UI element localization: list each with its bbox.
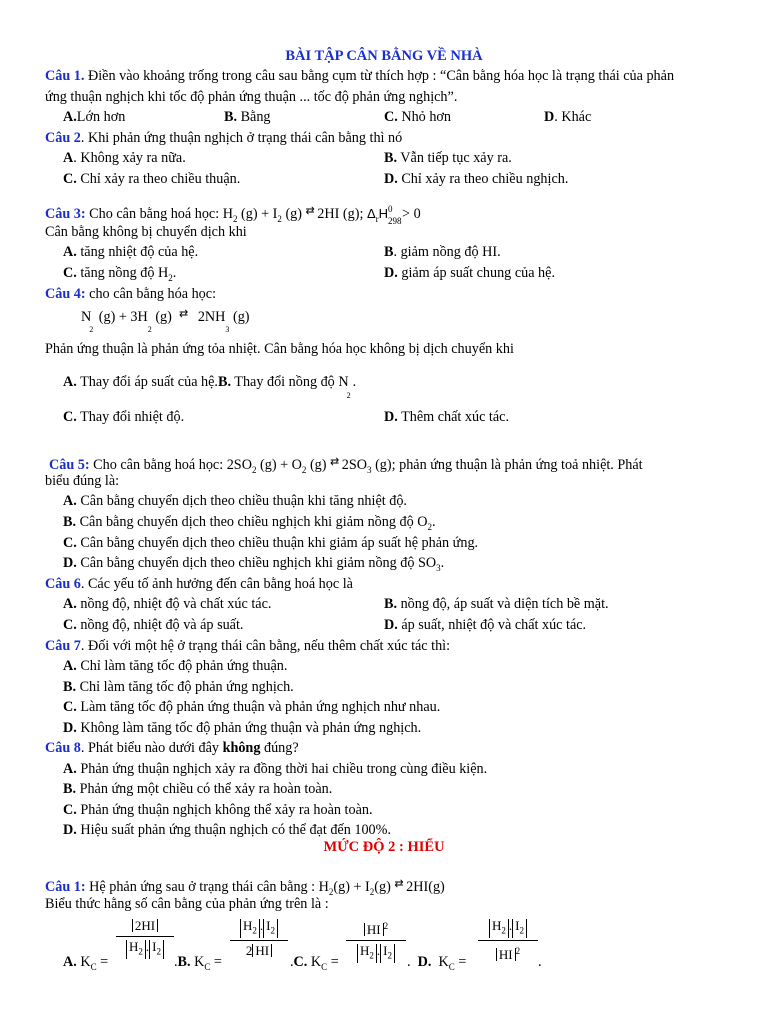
equilibrium-arrow-icon: ⇄ <box>305 205 314 217</box>
q7-option-d[interactable]: D. Không làm tăng tốc độ phản ứng thuận và phản ứng nghịch. <box>63 720 422 736</box>
q8-option-d[interactable]: D. Hiệu suất phản ứng thuận nghịch có thể đạt đến 100%. <box>63 822 392 838</box>
q1-stem-2: ứng thuận nghịch khi tốc độ phản ứng thuận ... tốc độ phản ứng nghịch”. <box>45 89 458 105</box>
q4-option-d[interactable]: D. Thêm chất xúc tác. <box>384 409 510 425</box>
page-title: BÀI TẬP CÂN BẰNG VỀ NHÀ <box>285 48 483 64</box>
l2q1-option-d-label[interactable]: . D. $K_C$ = <box>407 954 467 972</box>
q2-option-d[interactable]: D. Chỉ xảy ra theo chiều nghịch. <box>384 171 569 187</box>
q3-option-d[interactable]: D. giảm áp suất chung của hệ. <box>384 265 555 281</box>
l2q1-option-c-fraction: HI $^2$ $H_2$ . $I_2$ <box>346 918 406 963</box>
l2q1-option-a-fraction: 2HI $H_2$ . $I_2$ <box>116 918 174 959</box>
l2q1-option-b-label[interactable]: .B. $K_C$ = <box>174 954 222 972</box>
equilibrium-arrow-icon: ⇄ <box>394 878 403 890</box>
q2-option-c[interactable]: C. Chỉ xảy ra theo chiều thuận. <box>63 171 241 187</box>
q5-stem: Câu 5: Cho cân bằng hoá học: $2SO_2$ $(g) + O_2$ (g) ⇄ $2SO_3$ (g); phản ứng thuận là phản ứng toả nhiệt. Phát <box>49 453 643 479</box>
l2q1-option-a-label[interactable]: A. $K_C$ = <box>63 954 109 972</box>
l2q1-stem: Câu 1: Hệ phản ứng sau ở trạng thái cân bằng : $H_2(g) + I_2(g)$ ⇄ 2HI(g) <box>45 875 445 901</box>
q6-stem: Câu 6. Các yếu tố ảnh hưởng đến cân bằng hoá học là <box>45 576 353 592</box>
section-heading-level-2: MỨC ĐỘ 2 : HIỂU <box>323 839 445 855</box>
q5-option-b[interactable]: B. Cân bằng chuyển dịch theo chiều nghịch khi giảm nồng độ $O_2$. <box>63 514 436 532</box>
q7-option-c[interactable]: C. Làm tăng tốc độ phản ứng thuận và phản ứng nghịch như nhau. <box>63 699 441 715</box>
q8-option-c[interactable]: C. Phản ứng thuận nghịch không thể xảy ra hoàn toàn. <box>63 802 373 818</box>
q5-option-a[interactable]: A. Cân bằng chuyển dịch theo chiều thuận khi tăng nhiệt độ. <box>63 493 407 509</box>
q6-option-a[interactable]: A. nồng độ, nhiệt độ và chất xúc tác. <box>63 596 272 612</box>
q5-option-c[interactable]: C. Cân bằng chuyển dịch theo chiều thuận khi giảm áp suất hệ phản ứng. <box>63 535 479 551</box>
equilibrium-arrow-icon: ⇄ <box>330 456 339 468</box>
q5-stem-2: biểu đúng là: <box>45 473 120 489</box>
q8-option-b[interactable]: B. Phản ứng một chiều có thể xảy ra hoàn toàn. <box>63 781 333 797</box>
q8-stem: Câu 8. Phát biểu nào dưới đây không đúng? <box>45 740 299 756</box>
q4-stem: Câu 4: cho cân bằng hóa học: <box>45 286 217 302</box>
q2-option-b[interactable]: B. Vẫn tiếp tục xảy ra. <box>384 150 512 166</box>
q7-stem: Câu 7. Đối với một hệ ở trạng thái cân bằng, nếu thêm chất xúc tác thì: <box>45 638 451 654</box>
q7-option-b[interactable]: B. Chỉ làm tăng tốc độ phản ứng nghịch. <box>63 679 294 695</box>
equilibrium-arrow-icon: ⇄ <box>178 308 188 320</box>
q1-option-d[interactable]: D. Khác <box>544 109 592 125</box>
l2q1-option-d-fraction: $H_2$ . $I_2$ HI $^2$ <box>478 918 538 963</box>
q3-option-a[interactable]: A. tăng nhiệt độ của hệ. <box>63 244 199 260</box>
q6-option-d[interactable]: D. áp suất, nhiệt độ và chất xúc tác. <box>384 617 587 633</box>
q1-option-b[interactable]: B. Bằng <box>224 109 271 125</box>
q3-option-c[interactable]: C. tăng nồng độ $H_2$. <box>63 265 177 283</box>
q2-stem: Câu 2. Khi phản ứng thuận nghịch ở trạng thái cân bằng thì nó <box>45 130 403 146</box>
q1-option-a[interactable]: A.Lớn hơn <box>63 109 126 125</box>
l2q1-option-c-label[interactable]: .C. $K_C$ = <box>290 954 339 972</box>
q6-option-c[interactable]: C. nồng độ, nhiệt độ và áp suất. <box>63 617 244 633</box>
q1-label: Câu 1. <box>45 68 85 84</box>
q8-option-a[interactable]: A. Phản ứng thuận nghịch xảy ra đồng thời hai chiều trong cùng điều kiện. <box>63 761 488 777</box>
l2q1-option-b-fraction: $H_2$ . $I_2$ 2 HI <box>230 918 288 959</box>
l2q1-stem-2: Biểu thức hằng số cân bằng của phản ứng trên là : <box>45 896 329 912</box>
q4-option-c[interactable]: C. Thay đổi nhiệt độ. <box>63 409 185 425</box>
q3-stem-2: Cân bằng không bị chuyển dịch khi <box>45 224 247 240</box>
q6-option-b[interactable]: B. nồng độ, áp suất và diện tích bề mặt. <box>384 596 609 612</box>
q4-option-a-b[interactable]: A. Thay đổi áp suất của hệ.B. Thay đổi nồng độ $N_2$. <box>63 374 357 400</box>
q3-stem: Câu 3: Cho cân bằng hoá học: $H_2$ $(g) + I_2$ (g) ⇄ 2HI (g); $\Delta_rH$ 0 298 > 0 <box>45 204 421 226</box>
q5-option-d[interactable]: D. Cân bằng chuyển dịch theo chiều nghịch khi giảm nồng độ $SO_3$. <box>63 555 445 573</box>
q4-equation: $N_2$ $(g) + 3H_2$ (g) ⇄ $2NH_3$ (g) <box>81 305 250 328</box>
q1-option-c[interactable]: C. Nhỏ hơn <box>384 109 452 125</box>
l2q1-end-dot: . <box>538 954 542 970</box>
q4-stem-2: Phản ứng thuận là phản ứng tỏa nhiệt. Cân bằng hóa học không bị dịch chuyển khi <box>45 341 514 357</box>
q1-stem: Câu 1. Điền vào khoảng trống trong câu sau bằng cụm từ thích hợp : “Cân bằng hóa học là trạng thái của phản <box>45 68 675 84</box>
q3-option-b[interactable]: B. giảm nồng độ HI. <box>384 244 501 260</box>
q7-option-a[interactable]: A. Chỉ làm tăng tốc độ phản ứng thuận. <box>63 658 288 674</box>
q2-option-a[interactable]: A. Không xảy ra nữa. <box>63 150 186 166</box>
